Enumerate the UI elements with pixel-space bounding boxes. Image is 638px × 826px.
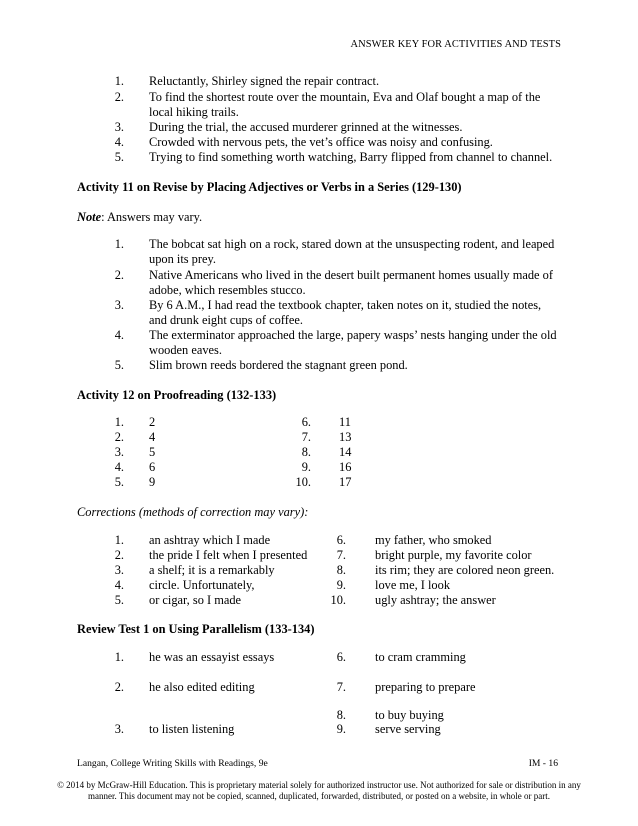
list-item-text: The bobcat sat high on a rock, stared down at the unsuspecting rodent, and leaped <box>149 237 555 251</box>
note-line <box>77 210 202 225</box>
review-item-text: preparing to prepare <box>375 680 476 694</box>
list-item-number: 5. <box>114 358 124 372</box>
correction-text: ugly ashtray; the answer <box>375 593 496 607</box>
list-item-text: The exterminator approached the large, papery wasps’ nests hanging under the old <box>149 328 557 342</box>
review-item-number: 1. <box>114 650 124 664</box>
list-item-text: upon its prey. <box>149 252 216 266</box>
correction-number: 5. <box>114 593 124 607</box>
answer-number: 9. <box>301 460 311 474</box>
review-item-number: 8. <box>336 708 346 722</box>
list-item-number: 2. <box>114 90 124 104</box>
review-item-number: 9. <box>336 722 346 736</box>
list-item-number: 4. <box>114 135 124 149</box>
correction-text: my father, who smoked <box>375 533 492 547</box>
list-item-text: wooden eaves. <box>149 343 222 357</box>
footer-book-title: Langan, College Writing Skills with Readings, 9e <box>77 758 268 769</box>
list-item-number: 4. <box>114 328 124 342</box>
correction-text: a shelf; it is a remarkably <box>149 563 275 577</box>
answer-value: 6 <box>149 460 156 474</box>
list-item-text: Reluctantly, Shirley signed the repair contract. <box>149 74 380 88</box>
note-label: Note <box>77 210 102 224</box>
correction-text: the pride I felt when I presented <box>149 548 308 562</box>
correction-text: bright purple, my favorite color <box>375 548 532 562</box>
list-item-number: 3. <box>114 120 124 134</box>
answer-number: 2. <box>114 430 124 444</box>
list-item-text: Trying to find something worth watching, Barry flipped from channel to channel. <box>149 150 553 164</box>
answer-number: 3. <box>114 445 124 459</box>
review-item-number: 7. <box>336 680 346 694</box>
correction-number: 3. <box>114 563 124 577</box>
answer-value: 2 <box>149 415 156 429</box>
list-item-number: 1. <box>114 237 124 251</box>
correction-number: 9. <box>336 578 346 592</box>
correction-text: love me, I look <box>375 578 451 592</box>
answer-value: 14 <box>339 445 352 459</box>
list-item-text: To find the shortest route over the mountain, Eva and Olaf bought a map of the <box>149 90 541 104</box>
answer-number: 4. <box>114 460 124 474</box>
correction-number: 2. <box>114 548 124 562</box>
list-item-text: During the trial, the accused murderer grinned at the witnesses. <box>149 120 463 134</box>
copyright-notice <box>40 780 598 802</box>
list-item-text: Slim brown reeds bordered the stagnant green pond. <box>149 358 408 372</box>
answer-number: 10. <box>295 475 311 489</box>
note-text: : Answers may vary. <box>101 210 203 224</box>
review-item-text: to listen listening <box>149 722 235 736</box>
answer-number: 8. <box>301 445 311 459</box>
activity-12-heading: Activity 12 on Proofreading (132-133) <box>77 388 277 402</box>
answer-value: 9 <box>149 475 156 489</box>
review-item-text: to buy buying <box>375 708 444 722</box>
copyright-line-2: manner. This document may not be copied, scanned, duplicated, forwarded, distributed, or posted on a website, in whole or part. <box>88 791 550 801</box>
list-item-text: and drunk eight cups of coffee. <box>149 313 303 327</box>
answer-value: 5 <box>149 445 156 459</box>
list-item-number: 3. <box>114 298 124 312</box>
review-test-heading: Review Test 1 on Using Parallelism (133-134) <box>77 622 315 636</box>
review-item-text: he also edited editing <box>149 680 255 694</box>
correction-text: its rim; they are colored neon green. <box>375 563 555 577</box>
review-item-text: to cram cramming <box>375 650 466 664</box>
correction-number: 4. <box>114 578 124 592</box>
correction-number: 10. <box>330 593 346 607</box>
footer-page-number: IM - 16 <box>528 758 558 769</box>
correction-text: an ashtray which I made <box>149 533 271 547</box>
answer-value: 4 <box>149 430 156 444</box>
list-item-text: By 6 A.M., I had read the textbook chapter, taken notes on it, studied the notes, <box>149 298 542 312</box>
correction-number: 1. <box>114 533 124 547</box>
review-item-number: 3. <box>114 722 124 736</box>
correction-number: 8. <box>336 563 346 577</box>
corrections-label: Corrections (methods of correction may vary): <box>77 505 309 519</box>
review-item-number: 6. <box>336 650 346 664</box>
answer-value: 11 <box>339 415 351 429</box>
answer-value: 16 <box>339 460 352 474</box>
copyright-line-1: © 2014 by McGraw-Hill Education. This is proprietary material solely for authorized instructor use. Not authorized for sale or distribution in any <box>57 780 581 790</box>
correction-number: 7. <box>336 548 346 562</box>
list-item-text: Crowded with nervous pets, the vet’s office was noisy and confusing. <box>149 135 493 149</box>
list-item-number: 1. <box>114 74 124 88</box>
activity-11-heading: Activity 11 on Revise by Placing Adjectives or Verbs in a Series (129-130) <box>77 180 462 194</box>
running-header: ANSWER KEY FOR ACTIVITIES AND TESTS <box>350 39 561 50</box>
correction-number: 6. <box>336 533 346 547</box>
answer-number: 7. <box>301 430 311 444</box>
answer-number: 1. <box>114 415 124 429</box>
review-item-text: he was an essayist essays <box>149 650 275 664</box>
correction-text: or cigar, so I made <box>149 593 242 607</box>
list-item-number: 5. <box>114 150 124 164</box>
list-item-text: Native Americans who lived in the desert built permanent homes usually made of <box>149 268 553 282</box>
list-item-text: local hiking trails. <box>149 105 239 119</box>
list-item-number: 2. <box>114 268 124 282</box>
list-item-text: adobe, which resembles stucco. <box>149 283 306 297</box>
answer-number: 5. <box>114 475 124 489</box>
review-item-number: 2. <box>114 680 124 694</box>
answer-value: 17 <box>339 475 352 489</box>
review-item-text: serve serving <box>375 722 441 736</box>
answer-value: 13 <box>339 430 352 444</box>
answer-number: 6. <box>301 415 311 429</box>
correction-text: circle. Unfortunately, <box>149 578 255 592</box>
